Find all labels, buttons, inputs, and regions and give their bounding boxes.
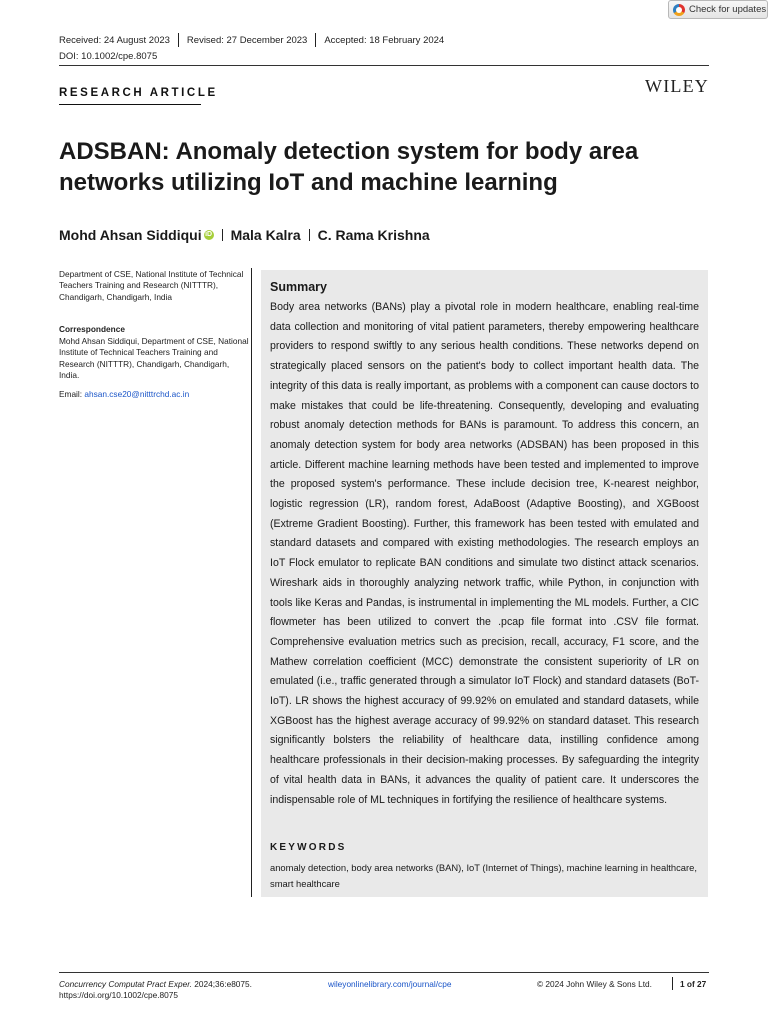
correspondence-heading: Correspondence bbox=[59, 324, 125, 334]
keywords-heading: KEYWORDS bbox=[270, 842, 347, 853]
header-rule bbox=[59, 65, 709, 66]
correspondence-email bbox=[59, 389, 189, 399]
page-number: 1 of 27 bbox=[680, 979, 707, 989]
doi: DOI: 10.1002/cpe.8075 bbox=[59, 51, 158, 62]
divider bbox=[315, 33, 316, 47]
publisher-logo: WILEY bbox=[645, 76, 709, 96]
copyright: © 2024 John Wiley & Sons Ltd. bbox=[537, 979, 652, 989]
journal-volume: 2024;36:e8075. bbox=[194, 979, 252, 989]
revised-date: Revised: 27 December 2023 bbox=[186, 34, 308, 46]
keywords-text: anomaly detection, body area networks (BAN), IoT (Internet of Things), machine learning in healthcare, smart healthcare bbox=[270, 862, 697, 889]
summary-text: Body area networks (BANs) play a pivotal role in modern healthcare, enabling real-time data collection and monitoring of vital patient parameters, thereby empowering healthcare providers to respond swiftly to any serious health conditions. These networks depend on strategically placed sensors on the patient's body to collect important health data. The integrity of this data is really important, as problems with a component can cause doctors to make mistakes that could be life-threatening. Consequently, developing and evaluating robust anomaly detection methods for BANs is paramount. To address this concern, an anomaly detection system for body area networks (ADSBAN) has been proposed in this article. Different machine learning methods have been tested and implemented to improve the proposed system's performance. These include decision tree, K-nearest neighbor, logistic regression (LR), random forest, AdaBoost (Adaptive Boosting), and XGBoost (Extreme Gradient Boosting). Further, this framework has been tested with emulated and standard datasets and compared with existing methodologies. The research employs an IoT Flock emulator to replicate BAN conditions and simulate two distinct attack scenarios. Wireshark aids in thoroughly analyzing network traffic, while Python, in conjunction with tools like Keras and Pandas, is instrumental in implementing the ML models. Further, a CIC flowmeter has been utilized to convert the .pcap file format into .CSV file format. Comprehensive evaluation metrics such as precision, recall, accuracy, F1 score, and the Mathew correlation coefficient (MCC) demonstrate the consistent superiority of LR on emulated (i.e., traffic generated through a simulator IoT Flock) and standard datasets (BoT-IoT). LR shows the highest accuracy of 99.92% on emulated and standard datasets, while XGBoost has the highest average accuracy of 99.92% on standard dataset. This research significantly bolsters the reliability of healthcare data, instilling confidence among healthcare professionals in their decision-making processes. By safeguarding the integrity of vital health data in BANs, it advances the quality of patient care. It underscores the indispensable role of ML techniques in fortifying the resilience of healthcare systems. bbox=[270, 301, 699, 806]
email-link[interactable]: ahsan.cse20@nitttrchd.ac.in bbox=[84, 389, 190, 399]
divider bbox=[672, 977, 673, 990]
author-name[interactable]: C. Rama Krishna bbox=[317, 227, 430, 243]
received-date: Received: 24 August 2023 bbox=[59, 34, 170, 46]
divider bbox=[309, 229, 310, 241]
email-label: Email: bbox=[59, 389, 83, 399]
author-list bbox=[59, 227, 430, 243]
check-for-updates-label: Check for updates bbox=[689, 4, 767, 15]
check-for-updates-button[interactable] bbox=[668, 0, 768, 19]
dates-row bbox=[59, 33, 444, 47]
article-type-underline bbox=[59, 104, 201, 105]
journal-name: Concurrency Computat Pract Exper. bbox=[59, 979, 192, 989]
paper-title: ADSBAN: Anomaly detection system for body area networks utilizing IoT and machine learning bbox=[59, 138, 639, 196]
accepted-date: Accepted: 18 February 2024 bbox=[324, 34, 445, 46]
divider bbox=[178, 33, 179, 47]
author-name[interactable]: Mohd Ahsan Siddiqui bbox=[59, 227, 202, 243]
journal-website-link[interactable]: wileyonlinelibrary.com/journal/cpe bbox=[328, 979, 452, 989]
divider bbox=[222, 229, 223, 241]
crossmark-icon bbox=[673, 4, 685, 16]
footer-doi[interactable]: https://doi.org/10.1002/cpe.8075 bbox=[59, 990, 179, 1000]
correspondence-text: Mohd Ahsan Siddiqui, Department of CSE, National Institute of Technical Teachers Training and Research (NITTTR), Chandigarh, Chandigarh, India. bbox=[59, 336, 249, 381]
author-name[interactable]: Mala Kalra bbox=[230, 227, 301, 243]
affiliation: Department of CSE, National Institute of Technical Teachers Training and Research (NITTTR), Chandigarh, Chandigarh, India bbox=[59, 269, 244, 302]
sidebar-divider bbox=[251, 268, 252, 897]
orcid-icon[interactable]: iD bbox=[205, 231, 213, 238]
footer-citation bbox=[59, 979, 252, 1001]
footer-rule bbox=[59, 972, 709, 973]
summary-heading: Summary bbox=[270, 280, 327, 294]
article-type: RESEARCH ARTICLE bbox=[59, 87, 218, 99]
